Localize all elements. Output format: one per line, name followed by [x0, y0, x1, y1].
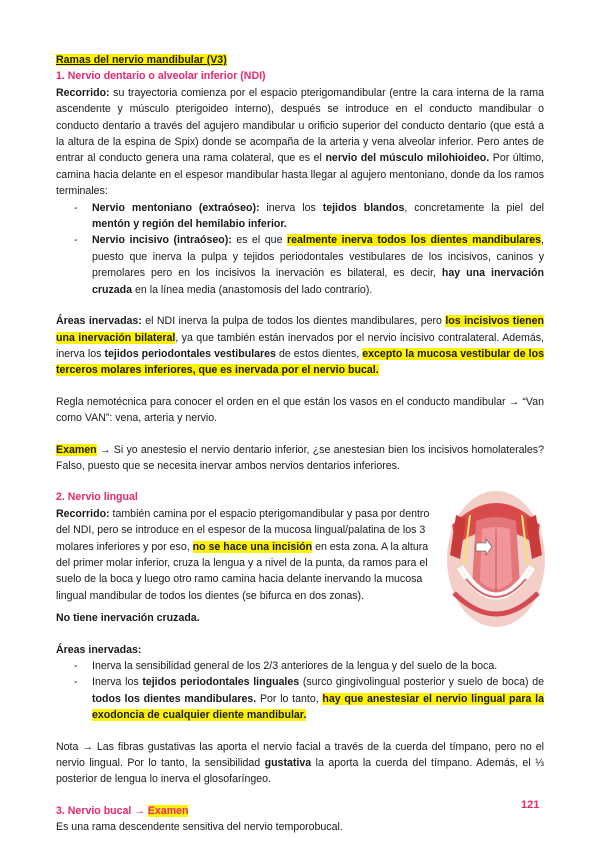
- section-1-recorrido: Recorrido: su trayectoria comienza por el espacio pterigomandibular (entre la cara interna de la rama ascendente y músculo pterigoideo interno), después se introduce en el conducto mandibular o conducto dentario a través del agujero mandibular u orificio superior del conducto dentario (que está a la altura de la espina de Spix) donde se acompaña de la arteria y vena alveolar inferior. Pero antes de entrar al conducto genera una rama colateral, que es el nervio del músculo milohioideo. Por último, camina hacia delante en el espesor mandibular hasta llegar al agujero mentoniano, donde da los ramos terminales:: [56, 86, 545, 198]
- section-3-heading: 3. Nervio bucal → Examen: [56, 804, 189, 817]
- mnemonic-rule: Regla nemotécnica para conocer el orden en el que están los vasos en el conducto mandibular → “Van como VAN”: vena, arteria y nervio.: [56, 395, 544, 425]
- section-1-heading: 1. Nervio dentario o alveolar inferior (NDI): [56, 70, 266, 83]
- list-item: - Nervio incisivo (intraóseo): es el que realmente inerva todos los dientes mandibulares, puesto que inerva la pulpa y tejidos periodontales vestibulares de los incisivos, caninos y premolares pero en los incisivos la inervación es bilateral, es decir, hay una inervación cruzada en la línea media (anastomosis del lado contrario).: [92, 232, 544, 298]
- page-title: Ramas del nervio mandibular (V3): [56, 54, 227, 66]
- taste-note: Nota → Las fibras gustativas las aporta el nervio facial a través de la cuerda del tímpano, pero no el nervio lingual. Por lo tanto, la sensibilidad gustativa la aporta la cuerda del tímpano. Además, el ⅓ posterior de lengua lo inerva el glosofaríngeo.: [56, 740, 544, 786]
- list-item: - Inerva los tejidos periodontales linguales (surco gingivolingual posterior y suelo de boca) de todos los dientes mandibulares. Por lo tanto, hay que anestesiar el nervio lingual para la exodoncia de cualquier diente mandibular.: [92, 674, 544, 723]
- list-item: - Inerva la sensibilidad general de los 2/3 anteriores de la lengua y del suelo de la boca.: [92, 658, 544, 674]
- page-number: 121: [521, 799, 540, 811]
- section-2-areas-label: Áreas inervadas:: [56, 643, 142, 656]
- no-cross-innervation: No tiene inervación cruzada.: [56, 612, 200, 625]
- mouth-anatomy-illustration: [446, 485, 546, 629]
- list-item: - Nervio mentoniano (extraóseo): inerva los tejidos blandos, concretamente la piel del mentón y región del hemilabio inferior.: [92, 200, 544, 233]
- terminal-branches-list: [56, 200, 544, 298]
- section-1-areas: Áreas inervadas: el NDI inerva la pulpa de todos los dientes mandibulares, pero los incisivos tienen una inervación bilateral, ya que también están inervados por el nervio incisivo contralateral. Además, inerva los tejidos periodontales vestibulares de estos dientes, excepto la mucosa vestibular de los terceros molares inferiores, que es inervada por el nervio bucal.: [56, 315, 545, 377]
- lingual-areas-list: [56, 658, 544, 724]
- section-2-heading: 2. Nervio lingual: [56, 491, 138, 504]
- section-2-recorrido: Recorrido: también camina por el espacio pterigomandibular y pasa por dentro del NDI, pero se introduce en el espesor de la mucosa lingual/palatina de los 3 molares inferiores y por eso, no se hace una incisión en esta zona. A la altura del primer molar inferior, cruza la lengua y a nivel de la punta, da ramos para el suelo de la boca y luego otro ramo camina hacia delante inervando la mucosa lingual mandibular de todos los dientes (se bifurca en dos zonas).: [56, 507, 430, 602]
- page-content: [56, 52, 544, 836]
- exam-note-1: Examen → Si yo anestesio el nervio dentario inferior, ¿se anestesian bien los incisivos homolaterales? Falso, puesto que se necesita inervar ambos nervios dentarios inferiores.: [56, 443, 544, 472]
- section-3-text: Es una rama descendente sensitiva del nervio temporobucal.: [56, 821, 343, 834]
- lingual-section: [56, 489, 544, 626]
